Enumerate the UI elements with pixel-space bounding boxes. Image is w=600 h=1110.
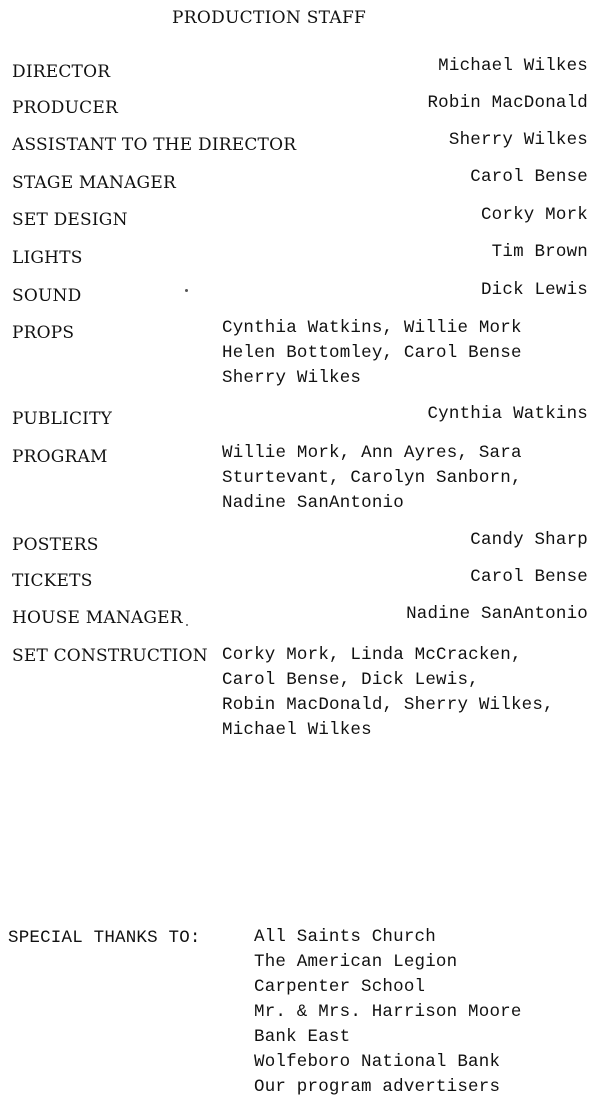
name-director: Michael Wilkes [438, 56, 588, 76]
name-tickets: Carol Bense [470, 567, 588, 587]
names-program [222, 441, 522, 516]
name-line: Sturtevant, Carolyn Sanborn, [222, 468, 522, 488]
name-assistant-director: Sherry Wilkes [448, 130, 588, 150]
role-props: PROPS [12, 323, 75, 343]
scan-speck [186, 624, 188, 626]
name-posters: Candy Sharp [470, 530, 588, 550]
name-sound: Dick Lewis [480, 280, 588, 300]
name-line: Robin MacDonald, Sherry Wilkes, [222, 695, 554, 715]
thanks-item: Wolfeboro National Bank [254, 1052, 501, 1072]
name-line: Corky Mork, Linda McCracken, [222, 645, 522, 665]
name-stage-manager: Carol Bense [470, 167, 588, 187]
thanks-item: Our program advertisers [254, 1077, 501, 1097]
role-publicity: PUBLICITY [12, 409, 113, 429]
role-stage-manager: STAGE MANAGER [12, 173, 176, 193]
name-line: Willie Mork, Ann Ayres, Sara [222, 443, 522, 463]
role-assistant-director: ASSISTANT TO THE DIRECTOR [12, 135, 297, 155]
name-lights: Tim Brown [491, 242, 588, 262]
name-line: Sherry Wilkes [222, 368, 362, 388]
name-line: Michael Wilkes [222, 720, 372, 740]
name-house-manager: Nadine SanAntonio [406, 604, 588, 624]
name-line: Helen Bottomley, Carol Bense [222, 343, 522, 363]
name-line: Carol Bense, Dick Lewis, [222, 670, 479, 690]
name-line: Nadine SanAntonio [222, 493, 404, 513]
thanks-item: Bank East [254, 1027, 351, 1047]
thanks-item: Carpenter School [254, 977, 426, 997]
page-title: PRODUCTION STAFF [172, 8, 367, 28]
role-posters: POSTERS [12, 535, 99, 555]
role-tickets: TICKETS [12, 571, 93, 591]
special-thanks-list [254, 925, 522, 1100]
role-set-construction: SET CONSTRUCTION [12, 646, 208, 666]
role-director: DIRECTOR [12, 62, 111, 82]
names-set-construction [222, 643, 554, 743]
role-program: PROGRAM [12, 447, 108, 467]
name-set-design: Corky Mork [480, 205, 588, 225]
role-producer: PRODUCER [12, 98, 118, 118]
name-line: Cynthia Watkins, Willie Mork [222, 318, 522, 338]
role-lights: LIGHTS [12, 248, 83, 268]
thanks-item: The American Legion [254, 952, 458, 972]
thanks-item: Mr. & Mrs. Harrison Moore [254, 1002, 522, 1022]
names-props [222, 316, 522, 391]
thanks-item: All Saints Church [254, 927, 436, 947]
role-house-manager: HOUSE MANAGER [12, 608, 183, 628]
name-producer: Robin MacDonald [427, 93, 588, 113]
special-thanks-label: SPECIAL THANKS TO: [8, 928, 201, 948]
role-set-design: SET DESIGN [12, 210, 128, 230]
scan-speck [185, 289, 188, 292]
role-sound: SOUND [12, 286, 82, 306]
name-publicity: Cynthia Watkins [427, 404, 588, 424]
